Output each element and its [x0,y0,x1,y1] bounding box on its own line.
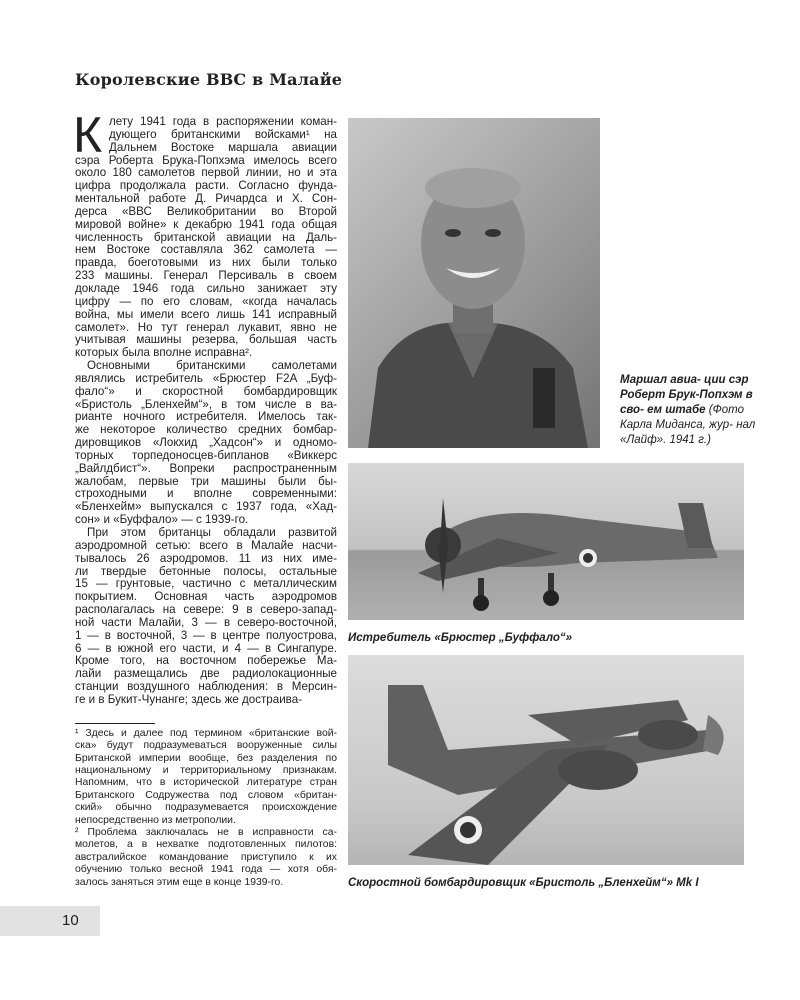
text-line: фало“» и скоростной бомбардировщик [75,384,337,398]
text-line: национальному и территориальному признакам. [75,765,337,777]
text-line: же некоторое количество средних бомбар- [75,423,337,437]
text-line: самолет». Но тут генерал лукавит, явно не [75,320,337,334]
text-line: около 180 самолетов первой линии, но и эта [75,166,337,180]
text-line: тывалось 26 аэродромов. 11 из них име- [75,551,337,565]
buffalo-caption: Истребитель «Брюстер „Буффало“» [348,632,573,644]
text-line: докладе 1946 года сильно занижает эту [75,281,337,295]
text-line: являлись истребитель «Брюстер F2A „Буф- [75,371,337,385]
text-line: дировщиков «Локхид „Хадсон“» и одномо- [75,436,337,450]
text-line: рианте ночного истребителя. Имелось так- [75,410,337,424]
text-line: «Бленхейм» выпускался с 1937 года, «Хад- [75,500,337,514]
text-line: 15 — грунтовые, частично с металлическим [75,577,337,591]
text-line: станции воздушного наблюдения: в Мерсин- [75,680,337,694]
text-line: Основными британскими самолетами [87,359,337,373]
text-line: которых была вполне исправна². [75,346,253,360]
portrait-caption-title: Маршал авиа- ции сэр Роберт Брук-Попхэм в сво- ем штабе [620,374,753,416]
footnote [75,728,337,827]
paragraph [75,527,337,707]
footnote-divider [75,723,155,724]
footnote [75,827,337,889]
text-line: молетов, а в нехватке подготовленных пилотов: [75,839,337,851]
text-line: непосредственно из метрополии. [75,814,236,826]
text-line: австралийское командование приступило к их [75,851,337,863]
text-line: цифра продолжала расти. Согласно фунда- [75,179,337,193]
text-line: 1 — в восточной, 3 — в центре полуострова, [75,628,337,642]
text-line: численность британской авиации на Даль- [75,230,337,244]
text-line: обучению только весной 1941 года — хотя обя- [75,864,337,876]
main-text-column [73,107,337,889]
text-line: Британской империи вообще, без разделения по [75,752,337,764]
text-line: жалобам, первые три машины были бы- [75,474,337,488]
portrait-caption-credit: (Фото Карла Миданса, жур- нал «Лайф». 1941 г.) [620,404,756,446]
text-line: ¹ Здесь и далее под термином «британские вой- [75,727,337,739]
text-line: ли твердые бетонные полосы, остальные [75,564,337,578]
text-line: мировой войне» к декабрю 1941 года общая [75,217,337,231]
paragraph [75,360,337,527]
text-line: Кроме того, на восточном побережье Ма- [75,654,337,668]
text-line: ский» обычно подразумевается происхождение [75,802,337,814]
blenheim-bomber-photo [348,655,744,865]
text-line: ска» будут подразумеваться вооруженные силы [75,740,337,752]
text-line: аэродромной сетью: всего в Малайе насчи- [75,538,337,552]
section-title: Королевские ВВС в Малайе [75,70,343,89]
blenheim-caption: Скоростной бомбардировщик «Бристоль „Бленхейм“» Mk I [348,877,699,889]
text-line: располагалась на севере: 9 в северо-запад- [75,603,337,617]
text-line: война, мы имели всего лишь 141 исправный [75,307,337,321]
text-line: строходными и вполне современными: [75,487,337,501]
text-line: цифру — по его словам, «когда началась [75,294,337,308]
text-line: сон» и «Буффало» — с 1939-го. [75,513,249,527]
text-line: торных торпедоносцев-бипланов «Виккерс [75,448,337,462]
page-number-box [0,906,100,936]
text-line: лету 1941 года в распоряжении коман- [109,115,337,128]
text-line: Напомним, что в исторической литературе стран [75,777,337,789]
text-line: Дальнем Востоке маршала авиации [109,140,337,154]
text-line: ² Проблема заключалась не в исправности са- [75,827,337,839]
text-line: «Бристоль „Бленхейм“», в том числе в ва- [75,397,337,411]
text-line: 6 — в южной его части, и 4 — в Сингапуре. [75,641,337,655]
text-line: Британского Содружества под словом «британ- [75,789,337,801]
text-line: „Вайлдбист“». Вопреки распространенным [75,461,337,475]
buffalo-fighter-photo [348,463,744,620]
text-line: лайи размещались две радиолокационные [75,667,337,681]
portrait-caption [620,373,760,448]
text-line: сэра Роберта Брука-Попхэма имелось всего [75,153,337,167]
text-line: правда, боеготовыми из них были только [75,256,337,270]
text-line: нем Востоке составляла 362 самолета — [75,243,337,257]
text-line: ге и в Букит-Чунанге; здесь же достраива- [75,692,303,706]
body-text [75,116,337,707]
text-line: дующего британскими войсками¹ на [109,127,337,141]
footnotes [75,728,337,889]
text-line: залось заняться этим еще в конце 1939-го. [75,876,284,888]
text-line: учитывая машины резерва, большая часть [75,333,337,347]
page-number: 10 [62,912,79,929]
text-line: покрытием. Основная часть аэродромов [75,590,337,604]
text-line: ной части Малайи, 3 — в северо-восточной, [75,615,337,629]
portrait-photo [348,118,600,448]
text-line: дерса «ВВС Великобритании во Второй [75,204,337,218]
text-line: ментальной работе Д. Ричардса и Х. Сон- [75,192,337,206]
drop-cap: К [73,107,103,163]
text-line: При этом британцы обладали развитой [87,526,337,539]
paragraph [75,116,337,360]
text-line: 233 машины. Генерал Персиваль в своем [75,269,337,283]
